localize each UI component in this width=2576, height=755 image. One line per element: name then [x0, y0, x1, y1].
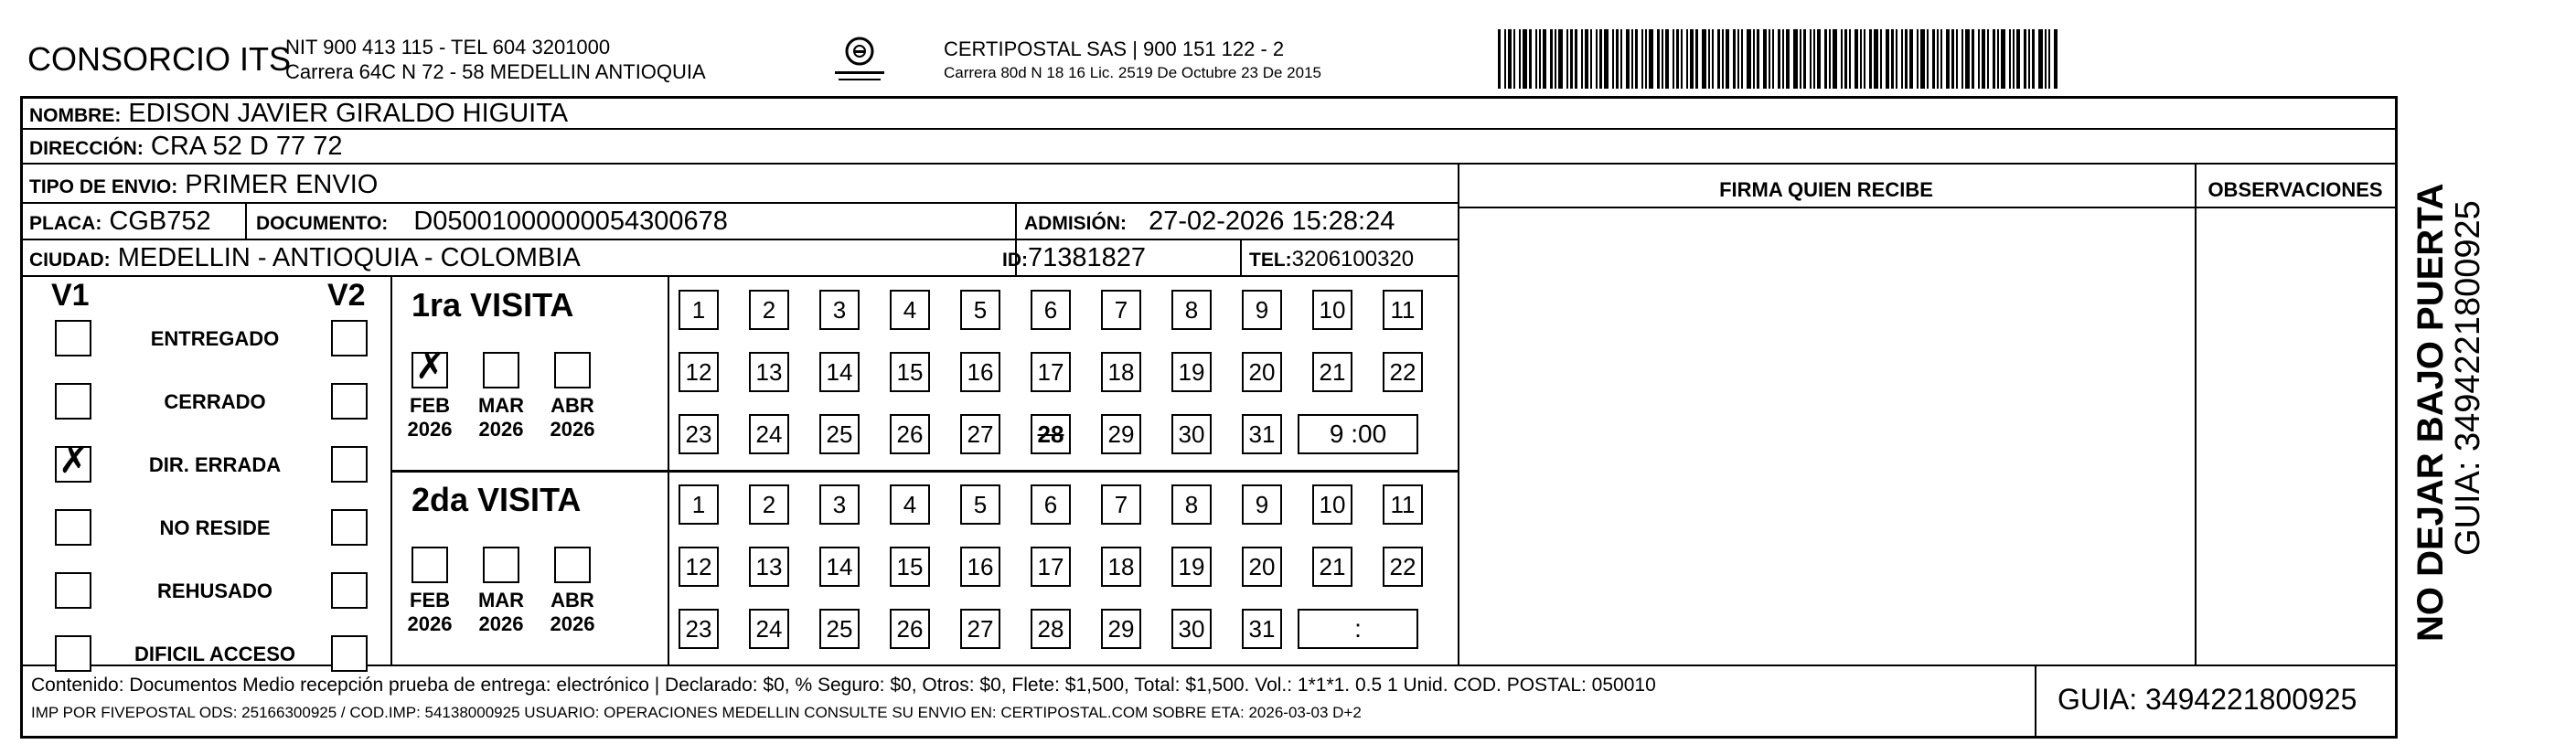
- day-box[interactable]: 18: [1101, 547, 1141, 587]
- id-value: 71381827: [1028, 243, 1147, 272]
- v2-checkbox[interactable]: [331, 572, 368, 609]
- status-label: DIR. ERRADA: [148, 453, 282, 476]
- ciudad-label: CIUDAD:: [29, 250, 111, 271]
- side-guia: GUIA: 3494221800925: [2449, 200, 2487, 556]
- month-label: [545, 394, 600, 441]
- nombre-label: NOMBRE:: [29, 105, 122, 126]
- day-box[interactable]: 21: [1312, 352, 1352, 392]
- placa-value: CGB752: [109, 207, 211, 236]
- barcode: [1498, 29, 2220, 89]
- logo-icon: [828, 33, 892, 88]
- day-box[interactable]: 23: [679, 609, 719, 649]
- month-label: [402, 394, 457, 441]
- day-box[interactable]: 26: [890, 609, 930, 649]
- carrier-address: Carrera 80d N 18 16 Lic. 2519 De Octubre 23 De 2015: [944, 64, 1321, 81]
- month-label: [474, 589, 529, 636]
- month-name: FEB: [410, 589, 450, 611]
- month-year: 2026: [550, 612, 595, 635]
- day-box[interactable]: 23: [679, 414, 719, 454]
- day-box[interactable]: 31: [1242, 609, 1282, 649]
- id-label: ID:: [1002, 250, 1028, 271]
- v2-checkbox[interactable]: [331, 509, 368, 546]
- nombre-value: EDISON JAVIER GIRALDO HIGUITA: [128, 99, 569, 128]
- day-box[interactable]: 18: [1101, 352, 1141, 392]
- tel-value: 3206100320: [1291, 247, 1415, 271]
- day-box[interactable]: 2: [749, 290, 789, 330]
- day-box[interactable]: 28: [1031, 414, 1071, 454]
- month-checkbox[interactable]: [554, 352, 591, 388]
- company-nit: NIT 900 413 115 - TEL 604 3201000: [285, 36, 611, 58]
- day-box[interactable]: 19: [1171, 547, 1212, 587]
- day-box[interactable]: 27: [960, 414, 1000, 454]
- month-year: 2026: [407, 418, 453, 441]
- v2-checkbox[interactable]: [331, 320, 368, 356]
- company-name: CONSORCIO ITS: [27, 40, 292, 78]
- day-box[interactable]: 20: [1242, 547, 1282, 587]
- nombre-row: [29, 99, 568, 129]
- day-box[interactable]: 11: [1383, 484, 1423, 525]
- day-box[interactable]: 19: [1171, 352, 1212, 392]
- v1-checkbox[interactable]: [55, 635, 91, 672]
- check-mark-icon: ✗: [415, 346, 446, 388]
- no-dejar-bajo-puerta: NO DEJAR BAJO PUERTA: [2410, 183, 2451, 642]
- v1-checkbox[interactable]: [55, 383, 91, 420]
- admision-value: 27-02-2026 15:28:24: [1149, 207, 1395, 236]
- day-box[interactable]: 9: [1242, 290, 1282, 330]
- ciudad-row: [29, 243, 581, 273]
- tipo-label: TIPO DE ENVIO:: [29, 176, 178, 197]
- day-box[interactable]: 15: [890, 547, 930, 587]
- day-box[interactable]: 16: [960, 352, 1000, 392]
- day-box[interactable]: 4: [890, 484, 930, 525]
- month-checkbox[interactable]: [483, 352, 519, 388]
- day-box[interactable]: 7: [1101, 290, 1141, 330]
- certipostal-logo: [828, 33, 892, 88]
- day-box[interactable]: 24: [749, 414, 789, 454]
- day-box[interactable]: 27: [960, 609, 1000, 649]
- visit-title: 1ra VISITA: [412, 286, 574, 324]
- placa-row: [29, 207, 211, 237]
- status-label: CERRADO: [164, 390, 266, 413]
- day-box[interactable]: 13: [749, 547, 789, 587]
- day-box[interactable]: 30: [1171, 609, 1212, 649]
- day-box[interactable]: 17: [1031, 547, 1071, 587]
- month-checkbox[interactable]: [554, 547, 591, 583]
- day-box[interactable]: 30: [1171, 414, 1212, 454]
- footer-contenido: Contenido: Documentos Medio recepción prueba de entrega: electrónico | Declarado: $0, % Seguro: $0, Otros: $0, Flete: $1,500, Total: $1,500. Vol.: 1*1*1. 0.5 1 Unid. COD. POSTAL: 050010: [31, 675, 1656, 696]
- day-box[interactable]: 22: [1383, 547, 1423, 587]
- month-name: MAR: [477, 589, 525, 611]
- month-label: [545, 589, 600, 636]
- direccion-row: [29, 132, 342, 162]
- day-box[interactable]: 28: [1031, 609, 1071, 649]
- month-label: [474, 394, 529, 441]
- month-year: 2026: [478, 418, 524, 441]
- placa-label: PLACA:: [29, 213, 102, 234]
- month-name: MAR: [477, 394, 525, 417]
- day-box[interactable]: 4: [890, 290, 930, 330]
- month-year: 2026: [407, 612, 453, 635]
- visit-title: 2da VISITA: [412, 481, 582, 518]
- tel-row: [1249, 247, 1414, 272]
- day-box[interactable]: 12: [679, 352, 719, 392]
- month-checkbox[interactable]: [483, 547, 519, 583]
- day-box[interactable]: 17: [1031, 352, 1071, 392]
- day-box[interactable]: 29: [1101, 609, 1141, 649]
- month-name: ABR: [550, 394, 594, 417]
- day-box[interactable]: 1: [679, 484, 719, 525]
- carrier-name: CERTIPOSTAL SAS | 900 151 122 - 2: [944, 37, 1285, 60]
- id-row: [1002, 243, 1146, 273]
- month-name: ABR: [550, 589, 594, 611]
- day-box[interactable]: 1: [679, 290, 719, 330]
- month-year: 2026: [478, 612, 524, 635]
- day-box[interactable]: 31: [1242, 414, 1282, 454]
- v1-checkbox[interactable]: [55, 509, 91, 546]
- month-checkbox[interactable]: [412, 547, 448, 583]
- v1-checkbox[interactable]: [55, 572, 91, 609]
- status-label: DIFICIL ACCESO: [134, 643, 295, 665]
- day-box[interactable]: 29: [1101, 414, 1141, 454]
- month-checkbox[interactable]: [412, 346, 448, 388]
- day-box[interactable]: 6: [1031, 290, 1071, 330]
- v1-checkbox[interactable]: [55, 320, 91, 356]
- day-box[interactable]: 14: [819, 547, 860, 587]
- v2-checkbox[interactable]: [331, 446, 368, 483]
- day-box[interactable]: 6: [1031, 484, 1071, 525]
- tipo-row: [29, 170, 378, 200]
- month-name: FEB: [410, 394, 450, 417]
- day-box[interactable]: 11: [1383, 290, 1423, 330]
- documento-value: D05001000000054300678: [413, 207, 728, 236]
- day-box[interactable]: 12: [679, 547, 719, 587]
- day-box[interactable]: 26: [890, 414, 930, 454]
- month-year: 2026: [550, 418, 595, 441]
- day-box[interactable]: 5: [960, 290, 1000, 330]
- footer-guia: GUIA: 3494221800925: [2058, 683, 2357, 716]
- tel-label: TEL:: [1249, 250, 1292, 271]
- status-label: REHUSADO: [157, 580, 273, 602]
- company-address: Carrera 64C N 72 - 58 MEDELLIN ANTIOQUIA: [285, 60, 706, 83]
- footer-imp: IMP POR FIVEPOSTAL ODS: 25166300925 / COD.IMP: 54138000925 USUARIO: OPERACIONES MEDELLIN CONSULTE SU ENVIO EN: CERTIPOSTAL.COM SOBRE ETA: 2026-03-03 D+2: [31, 704, 1362, 721]
- ciudad-value: MEDELLIN - ANTIOQUIA - COLOMBIA: [117, 243, 581, 272]
- day-box[interactable]: 7: [1101, 484, 1141, 525]
- v1-header: V1: [51, 278, 90, 313]
- day-box[interactable]: 8: [1171, 290, 1212, 330]
- day-box[interactable]: 21: [1312, 547, 1352, 587]
- status-label: ENTREGADO: [150, 327, 280, 350]
- day-box[interactable]: 10: [1312, 290, 1352, 330]
- day-box[interactable]: 25: [819, 609, 860, 649]
- v2-header: V2: [327, 278, 366, 313]
- time-box[interactable]: 9 :00: [1298, 414, 1418, 454]
- time-box[interactable]: :: [1298, 609, 1418, 649]
- day-box[interactable]: 25: [819, 414, 860, 454]
- day-box[interactable]: 15: [890, 352, 930, 392]
- month-label: [402, 589, 457, 636]
- day-box[interactable]: 5: [960, 484, 1000, 525]
- check-mark-icon: ✗: [59, 440, 90, 482]
- direccion-label: DIRECCIÓN:: [29, 138, 144, 159]
- day-box[interactable]: 8: [1171, 484, 1212, 525]
- day-box[interactable]: 3: [819, 484, 860, 525]
- day-box[interactable]: 9: [1242, 484, 1282, 525]
- day-box[interactable]: 16: [960, 547, 1000, 587]
- day-box[interactable]: 13: [749, 352, 789, 392]
- documento-label: DOCUMENTO:: [256, 213, 389, 234]
- v1-checkbox[interactable]: [55, 440, 91, 483]
- status-label: NO RESIDE: [159, 516, 271, 539]
- tipo-value: PRIMER ENVIO: [185, 170, 379, 199]
- direccion-value: CRA 52 D 77 72: [150, 132, 343, 161]
- day-box[interactable]: 10: [1312, 484, 1352, 525]
- day-box[interactable]: 2: [749, 484, 789, 525]
- day-box[interactable]: 20: [1242, 352, 1282, 392]
- admision-row: [1024, 207, 1395, 237]
- firma-header: FIRMA QUIEN RECIBE: [1719, 178, 1933, 201]
- documento-row: [256, 207, 728, 237]
- day-box[interactable]: 24: [749, 609, 789, 649]
- observaciones-header: OBSERVACIONES: [2207, 178, 2383, 201]
- day-box[interactable]: 22: [1383, 352, 1423, 392]
- day-box[interactable]: 3: [819, 290, 860, 330]
- day-box[interactable]: 14: [819, 352, 860, 392]
- v2-checkbox[interactable]: [331, 383, 368, 420]
- admision-label: ADMISIÓN:: [1024, 213, 1127, 234]
- v2-checkbox[interactable]: [331, 635, 368, 672]
